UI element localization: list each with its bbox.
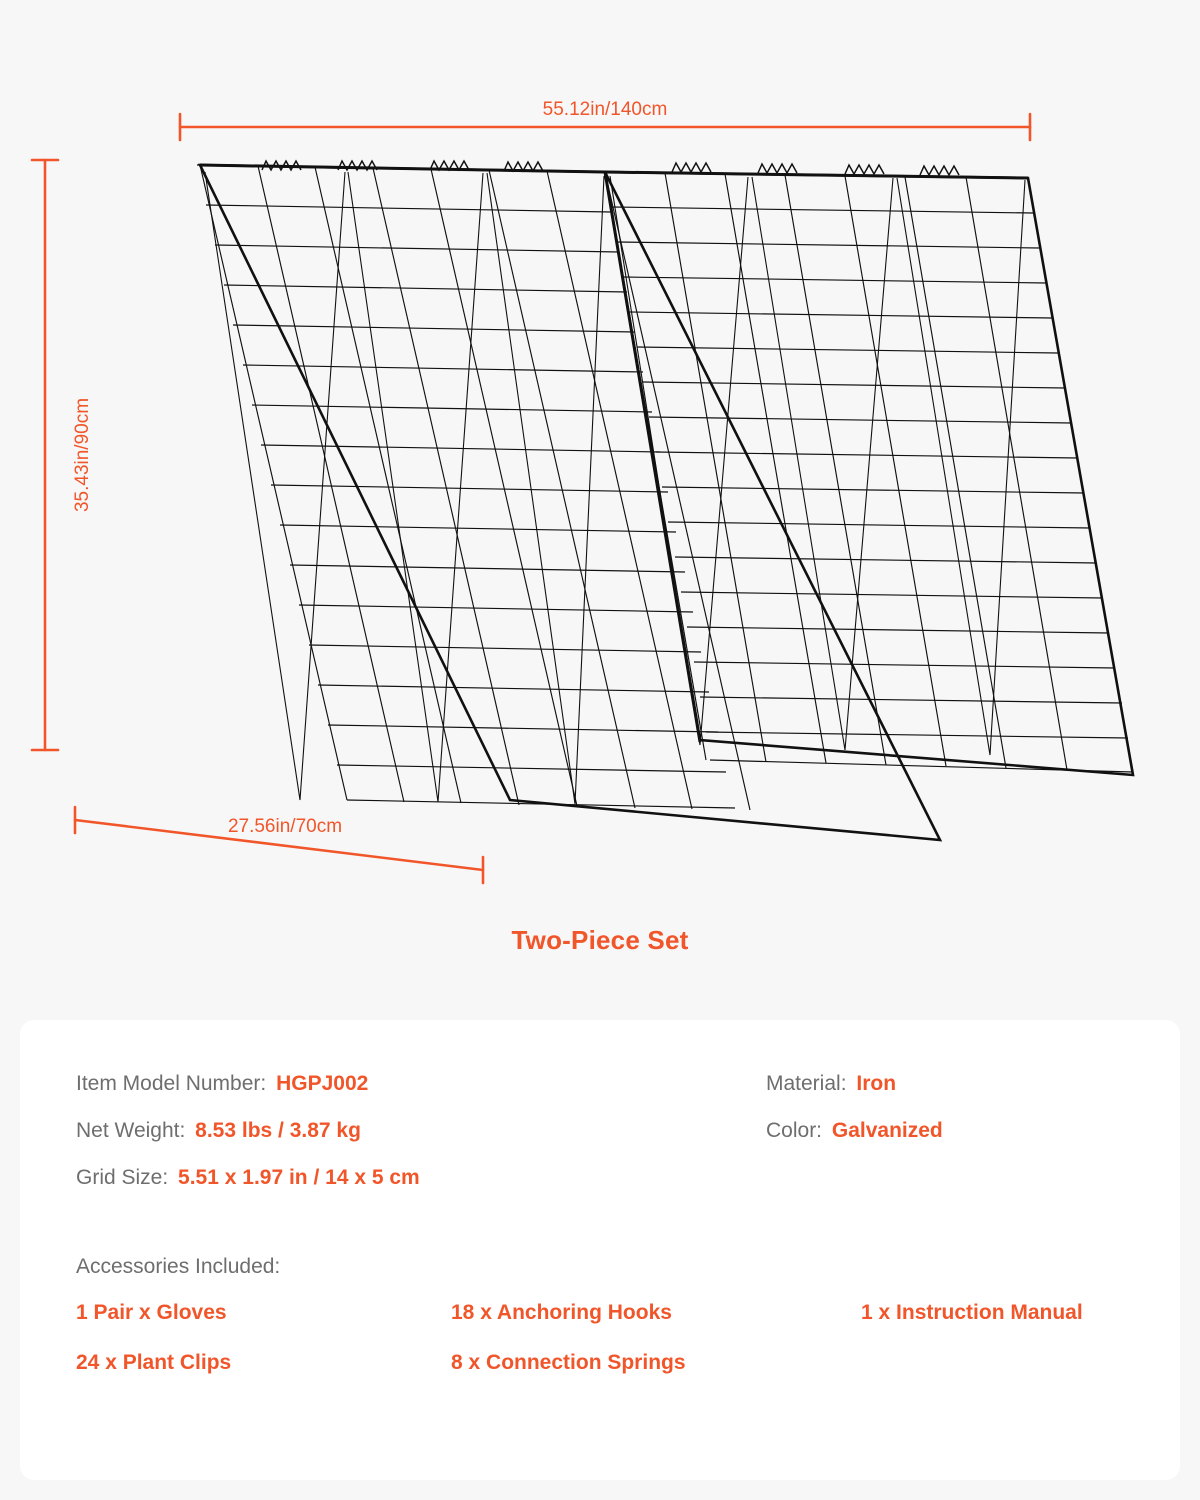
spec-value-color: Galvanized bbox=[831, 1119, 943, 1142]
spec-grid bbox=[76, 1072, 1124, 1213]
spec-row-material bbox=[766, 1072, 1124, 1096]
left-panel-support-wires bbox=[205, 172, 604, 804]
spec-label-color: Color: bbox=[766, 1119, 823, 1142]
specification-card bbox=[20, 1020, 1180, 1480]
spec-column-left bbox=[76, 1072, 766, 1213]
spec-column-right bbox=[766, 1072, 1124, 1213]
spec-label-grid-size: Grid Size: bbox=[76, 1166, 169, 1189]
accessories-title: Accessories Included: bbox=[76, 1255, 281, 1278]
spec-label-model: Item Model Number: bbox=[76, 1072, 267, 1095]
dimension-lines bbox=[32, 114, 1030, 883]
height-dimension-label: 35.43in/90cm bbox=[72, 397, 93, 513]
spec-value-net-weight: 8.53 lbs / 3.87 kg bbox=[195, 1119, 361, 1142]
accessories-list bbox=[76, 1301, 1124, 1375]
spec-row-model bbox=[76, 1072, 766, 1096]
accessory-item: 24 x Plant Clips bbox=[76, 1351, 232, 1374]
accessory-item-empty bbox=[861, 1351, 1124, 1375]
width-dimension-label: 55.12in/140cm bbox=[542, 99, 668, 120]
accessory-item: 8 x Connection Springs bbox=[451, 1351, 686, 1374]
accessory-item: 1 Pair x Gloves bbox=[76, 1301, 227, 1324]
left-mesh-panel bbox=[197, 165, 940, 840]
spec-value-material: Iron bbox=[856, 1072, 897, 1095]
spec-label-material: Material: bbox=[766, 1072, 847, 1095]
spec-row-net-weight bbox=[76, 1119, 766, 1143]
spec-row-color bbox=[766, 1119, 1124, 1143]
center-post bbox=[605, 172, 700, 742]
depth-dimension-label: 27.56in/70cm bbox=[227, 816, 343, 837]
spec-label-net-weight: Net Weight: bbox=[76, 1119, 186, 1142]
diagram-caption: Two-Piece Set bbox=[511, 925, 689, 955]
spec-value-grid-size: 5.51 x 1.97 in / 14 x 5 cm bbox=[178, 1166, 420, 1189]
spec-row-grid-size bbox=[76, 1166, 766, 1190]
ridge-line bbox=[200, 165, 1028, 178]
spec-value-model: HGPJ002 bbox=[276, 1072, 369, 1095]
right-mesh-panel bbox=[605, 172, 1133, 775]
accessory-item: 18 x Anchoring Hooks bbox=[451, 1301, 672, 1324]
accessory-item: 1 x Instruction Manual bbox=[861, 1301, 1083, 1324]
